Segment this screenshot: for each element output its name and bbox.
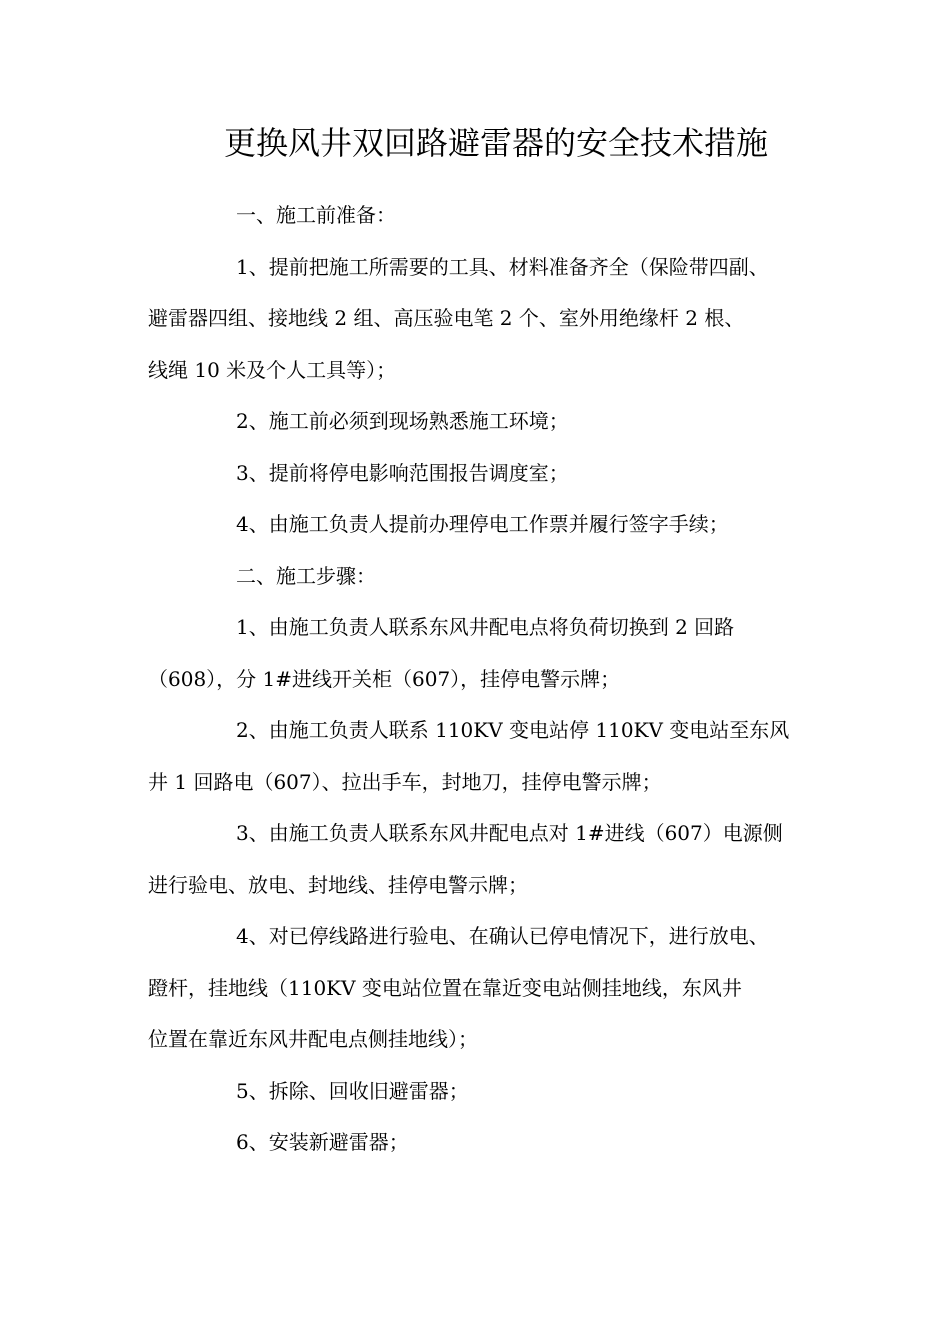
section-number: 二、 <box>236 563 276 588</box>
section-number: 一、 <box>236 203 276 227</box>
item-number: 2、 <box>236 409 269 433</box>
item-continuation: 蹬杆，挂地线（110KV 变电站位置在靠近变电站侧挂地线，东风井 <box>148 975 742 1000</box>
item-number: 2、 <box>236 718 269 742</box>
item-text: 对已停线路进行验电、在确认已停电情况下，进行放电、 <box>268 924 769 948</box>
item-continuation: （608），分 1#进线开关柜（607），挂停电警示牌； <box>148 666 621 691</box>
item-number: 4、 <box>236 924 269 948</box>
list-item <box>148 705 808 757</box>
item-continuation: 位置在靠近东风井配电点侧挂地线）； <box>148 1027 478 1051</box>
list-item <box>148 448 808 500</box>
list-item <box>148 602 808 654</box>
item-continuation: 进行验电、放电、封地线、挂停电警示牌； <box>148 872 528 897</box>
section-heading-text: 施工步骤： <box>276 563 376 588</box>
item-text: 由施工负责人联系东风井配电点将负荷切换到 2 回路 <box>268 615 735 639</box>
item-number: 1、 <box>236 254 269 279</box>
section-heading <box>148 551 808 603</box>
item-text: 安装新避雷器； <box>268 1130 409 1154</box>
item-number: 6、 <box>236 1130 269 1154</box>
item-continuation: 避雷器四组、接地线 2 组、高压验电笔 2 个、室外用绝缘杆 2 根、 <box>148 306 745 330</box>
item-number: 5、 <box>236 1078 269 1103</box>
item-number: 1、 <box>236 615 269 639</box>
list-item <box>148 808 808 860</box>
list-item <box>148 1117 808 1169</box>
list-item <box>148 911 808 963</box>
document-body <box>148 190 808 1169</box>
item-text: 由施工负责人提前办理停电工作票并履行签字手续； <box>268 512 729 536</box>
section-heading <box>148 190 808 242</box>
item-text: 提前把施工所需要的工具、材料准备齐全（保险带四副、 <box>268 254 769 279</box>
item-text: 施工前必须到现场熟悉施工环境； <box>268 409 569 433</box>
document-title: 更换风井双回路避雷器的安全技术措施 <box>224 124 769 162</box>
item-text: 拆除、回收旧避雷器； <box>268 1078 469 1103</box>
list-item <box>148 396 808 448</box>
item-number: 3、 <box>236 821 269 845</box>
list-item <box>148 242 808 294</box>
list-item <box>148 499 808 551</box>
item-text: 提前将停电影响范围报告调度室； <box>268 460 569 485</box>
list-item <box>148 1066 808 1118</box>
item-continuation: 线绳 10 米及个人工具等）； <box>148 357 397 382</box>
item-text: 由施工负责人联系东风井配电点对 1#进线（607）电源侧 <box>268 821 783 845</box>
item-continuation: 井 1 回路电（607）、拉出手车，封地刀，挂停电警示牌； <box>148 769 662 794</box>
section-heading-text: 施工前准备： <box>276 203 396 227</box>
item-number: 3、 <box>236 460 269 485</box>
item-text: 由施工负责人联系 110KV 变电站停 110KV 变电站至东风 <box>268 718 790 742</box>
item-number: 4、 <box>236 512 269 536</box>
